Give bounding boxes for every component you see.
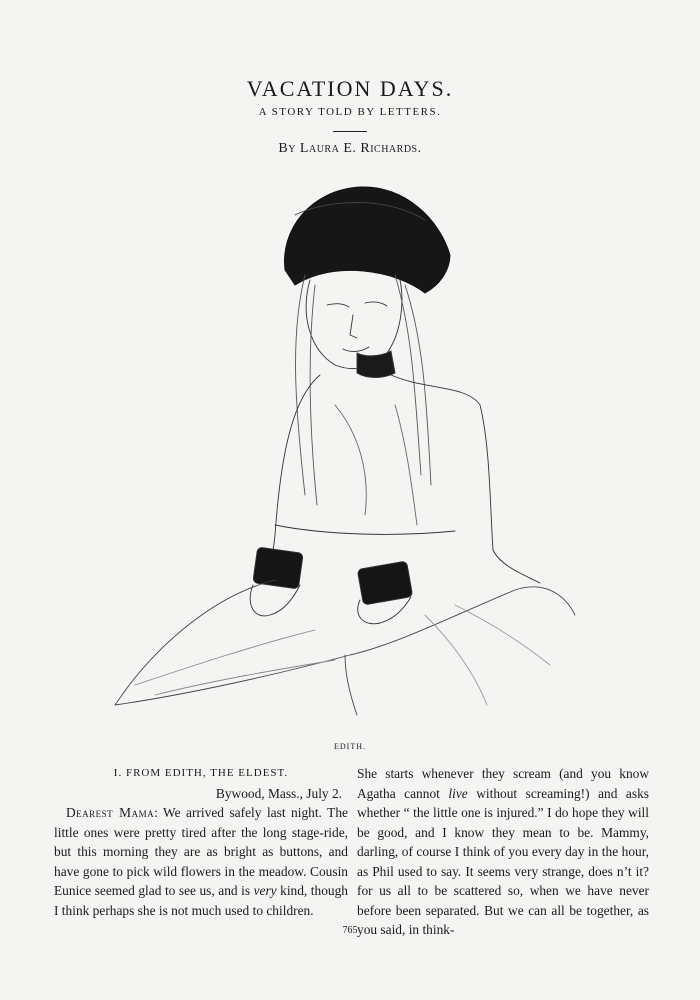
text-column-left <box>54 764 348 920</box>
letter-text-part-1: : We arrived safely last night. The little ones were pretty tired after the long stage-ride, but this morning they are as bright as buttons, and have gone to pick wild flowers in the meadow. Cousin Eunice seemed glad to see us, and is <box>54 805 348 898</box>
letter-paragraph-right <box>357 764 649 940</box>
letter-text-part-3: She starts whenever they scream (and you know Agatha cannot <box>357 766 649 801</box>
hair-strands <box>296 275 431 505</box>
article-subtitle: A STORY TOLD BY LETTERS. <box>258 106 442 118</box>
letter-text-part-4: without screaming!) and asks whether “ the little one is injured.” I do hope they will be good, and I know they mean to be. Mammy, darling, of course I think of you every day in the hour, as Phil used to say. It seems very strange, does n’t it? for us all to be scattered so, when we have never before been separated. But we can all be together, as you said, in think- <box>357 785 649 937</box>
illustration-caption: EDITH. <box>334 742 366 751</box>
title-rule <box>333 131 367 132</box>
edith-illustration <box>95 175 590 735</box>
page-number: 765 <box>342 925 358 936</box>
dress-outline <box>263 375 540 583</box>
letter-emphasis-very: very <box>253 883 277 898</box>
letter-text-part-2: kind, though I think perhaps she is not much used to children. <box>54 883 348 918</box>
letter-paragraph-left <box>54 803 348 920</box>
letter-salutation: Dearest Mama <box>66 805 155 820</box>
article-byline: By Laura E. Richards. <box>278 141 422 156</box>
skirt-outline <box>115 580 575 715</box>
text-column-right <box>357 764 649 940</box>
letter-heading: I. FROM EDITH, THE ELDEST. <box>113 767 289 779</box>
letter-dateline: Bywood, Mass., July 2. <box>215 785 342 801</box>
article-title: VACATION DAYS. <box>246 76 454 101</box>
letter-emphasis-live: live <box>448 785 468 801</box>
